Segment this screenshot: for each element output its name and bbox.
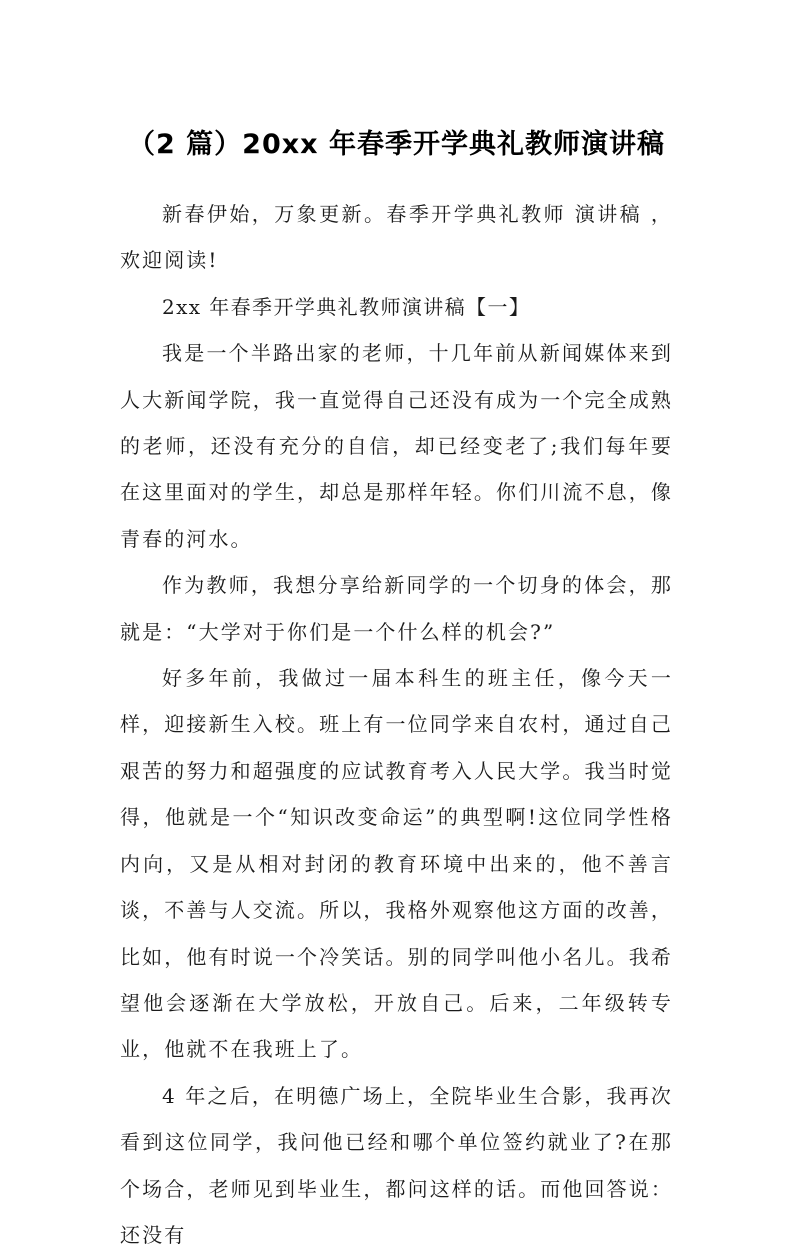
body-paragraph: 好多年前，我做过一届本科生的班主任，像今天一样，迎接新生入校。班上有一位同学来自农村，通过自己艰苦的努力和超强度的应试教育考入人民大学。我当时觉得，他就是一个“知识改变命运”的典型啊!这位同学性格内向，又是从相对封闭的教育环境中出来的，他不善言谈，不善与人交流。所以，我格外观察他这方面的改善，比如，他有时说一个冷笑话。别的同学叫他小名儿。我希望他会逐渐在大学放松，开放自己。后来，二年级转专业，他就不在我班上了。 xyxy=(120,666,673,1062)
document-body xyxy=(120,191,673,1258)
body-paragraph: 作为教师，我想分享给新同学的一个切身的体会，那就是：“大学对于你们是一个什么样的机会?” xyxy=(120,573,673,644)
section-heading: 2xx 年春季开学典礼教师演讲稿【一】 xyxy=(162,294,531,319)
intro-paragraph: 新春伊始，万象更新。春季开学典礼教师 演讲稿 ，欢迎阅读! xyxy=(120,202,673,273)
document-title: （2 篇）20xx 年春季开学典礼教师演讲稿 xyxy=(128,129,665,160)
body-paragraph: 4 年之后，在明德广场上，全院毕业生合影，我再次看到这位同学，我问他已经和哪个单位签约就业了?在那个场合，老师见到毕业生，都问这样的话。而他回答说：还没有 xyxy=(120,1083,673,1247)
body-paragraph: 我是一个半路出家的老师，十几年前从新闻媒体来到人大新闻学院，我一直觉得自己还没有成为一个完全成熟的老师，还没有充分的自信，却已经变老了;我们每年要在这里面对的学生，却总是那样年轻。你们川流不息，像青春的河水。 xyxy=(120,341,673,551)
